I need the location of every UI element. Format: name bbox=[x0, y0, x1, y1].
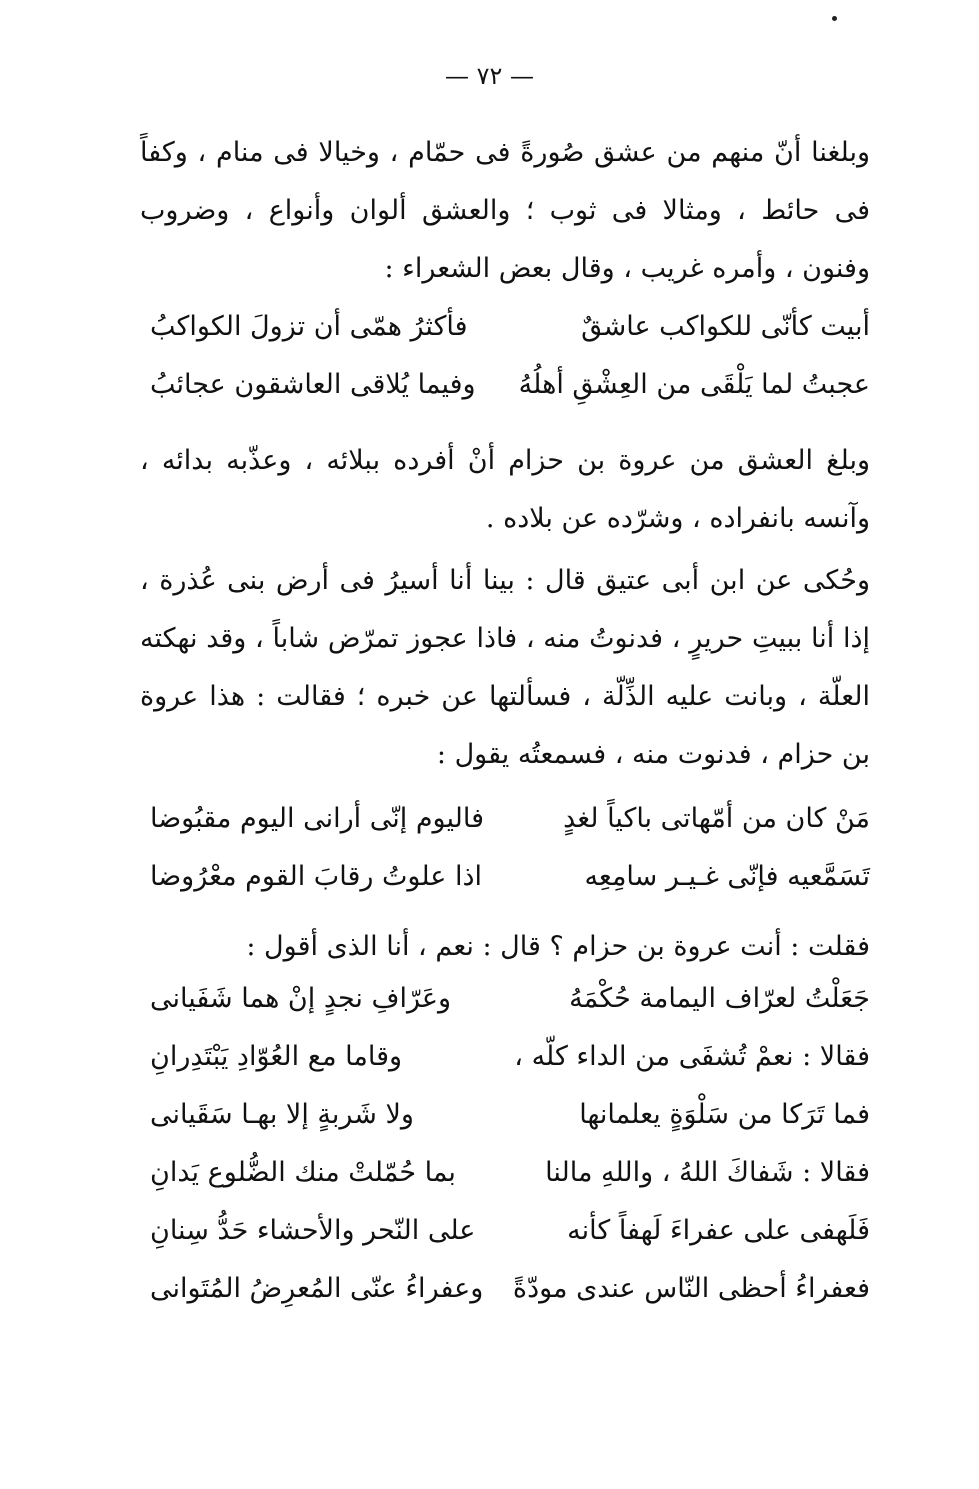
verse-first-hemistich: مَنْ كان من أمّهاتى باكياً لغدٍ bbox=[563, 803, 870, 834]
paragraph-love-kinds: وبلغنا أنّ منهم من عشق صُورةً فى حمّام ، وخيالا فى منام ، وكفاً فى حائط ، ومثالا فى ثوب ؛ والعشق ألوان وأنواع ، وضروب وفنون ، وأمره غريب ، وقال بعض الشعراء : bbox=[140, 137, 870, 284]
verse-second-hemistich: على النّحر والأحشاء حَدُّ سِنانِ bbox=[150, 1215, 476, 1246]
verse-second-hemistich: فاليوم إنّى أرانى اليوم مقبُوضا bbox=[150, 803, 484, 834]
verse-second-hemistich: وقاما مع العُوّادِ يَبْتَدِرانِ bbox=[150, 1041, 403, 1072]
verse-second-hemistich: فأكثرُ همّى أن تزولَ الكواكبُ bbox=[150, 311, 468, 342]
verse-first-hemistich: تَسَمَّعيه فإنّى غـيـر سامِعِه bbox=[584, 861, 870, 892]
verse-line bbox=[150, 356, 870, 414]
paragraph-ibn-abi-atiq: وحُكى عن ابن أبى عتيق قال : بينا أنا أسيرُ فى أرض بنى عُذرة ، إذا أنا ببيتِ حريرٍ ، فدنوتُ منه ، فاذا عجوز تمرّض شاباً ، وقد نهكته العلّة ، وبانت عليه الذِّلّة ، فسألتها عن خبره ؛ فقالت : هذا عروة بن حزام ، فدنوت منه ، فسمعتُه يقول : bbox=[140, 565, 870, 770]
verse-first-hemistich: فقالا : نعمْ تُشفَى من الداء كلّه ، bbox=[514, 1041, 870, 1072]
verse-line bbox=[150, 1202, 870, 1260]
verse-line bbox=[150, 790, 870, 848]
verse-first-hemistich: عجبتُ لما يَلْقَى من العِشْقِ أهلُهُ bbox=[518, 369, 870, 400]
verse-line bbox=[150, 970, 870, 1028]
verse-line bbox=[150, 298, 870, 356]
verse-first-hemistich: فما تَرَكا من سَلْوَةٍ يعلمانها bbox=[579, 1099, 870, 1130]
verse-line bbox=[150, 1144, 870, 1202]
verse-second-hemistich: وعَرّافِ نجدٍ إنْ هما شَفَيانى bbox=[150, 983, 452, 1014]
verse-line bbox=[150, 1086, 870, 1144]
verse-first-hemistich: فَلَهفى على عفراءَ لَهفاً كأنه bbox=[567, 1215, 870, 1246]
ink-speck bbox=[832, 16, 837, 21]
verse-first-hemistich: فقالا : شَفاكَ اللهُ ، واللهِ مالنا bbox=[545, 1157, 870, 1188]
verse-second-hemistich: وفيما يُلاقى العاشقون عجائبُ bbox=[150, 369, 476, 400]
verse-first-hemistich: أبيت كأنّى للكواكب عاشقٌ bbox=[581, 311, 870, 342]
poem-block-2 bbox=[150, 790, 870, 906]
dialogue-intro-line: فقلت : أنت عروة بن حزام ؟ قال : نعم ، أنا الذى أقول : bbox=[246, 931, 870, 962]
poem-block-3 bbox=[150, 970, 870, 1318]
verse-line bbox=[150, 1260, 870, 1318]
verse-second-hemistich: اذا علوتُ رقابَ القوم معْرُوضا bbox=[150, 861, 482, 892]
verse-line bbox=[150, 848, 870, 906]
verse-line bbox=[150, 1028, 870, 1086]
verse-second-hemistich: وعفراءُ عنّى المُعرِضُ المُتَوانى bbox=[150, 1273, 484, 1304]
verse-first-hemistich: فعفراءُ أحظى النّاس عندى مودّةً bbox=[512, 1273, 870, 1304]
page-number: — ٧٢ — bbox=[444, 62, 535, 90]
verse-second-hemistich: ولا شَربةٍ إلا بهـا سَقَيانى bbox=[150, 1099, 414, 1130]
verse-second-hemistich: بما حُمّلتْ منك الضُّلوع يَدانِ bbox=[150, 1157, 456, 1188]
poem-block-1 bbox=[150, 298, 870, 414]
paragraph-urwa: وبلغ العشق من عروة بن حزام أنْ أفرده ببلائه ، وعذّبه بدائه ، وآنسه بانفراده ، وشرّده عن بلاده . bbox=[140, 445, 870, 534]
verse-first-hemistich: جَعَلْتُ لعرّاف اليمامة حُكْمَهُ bbox=[569, 983, 870, 1014]
